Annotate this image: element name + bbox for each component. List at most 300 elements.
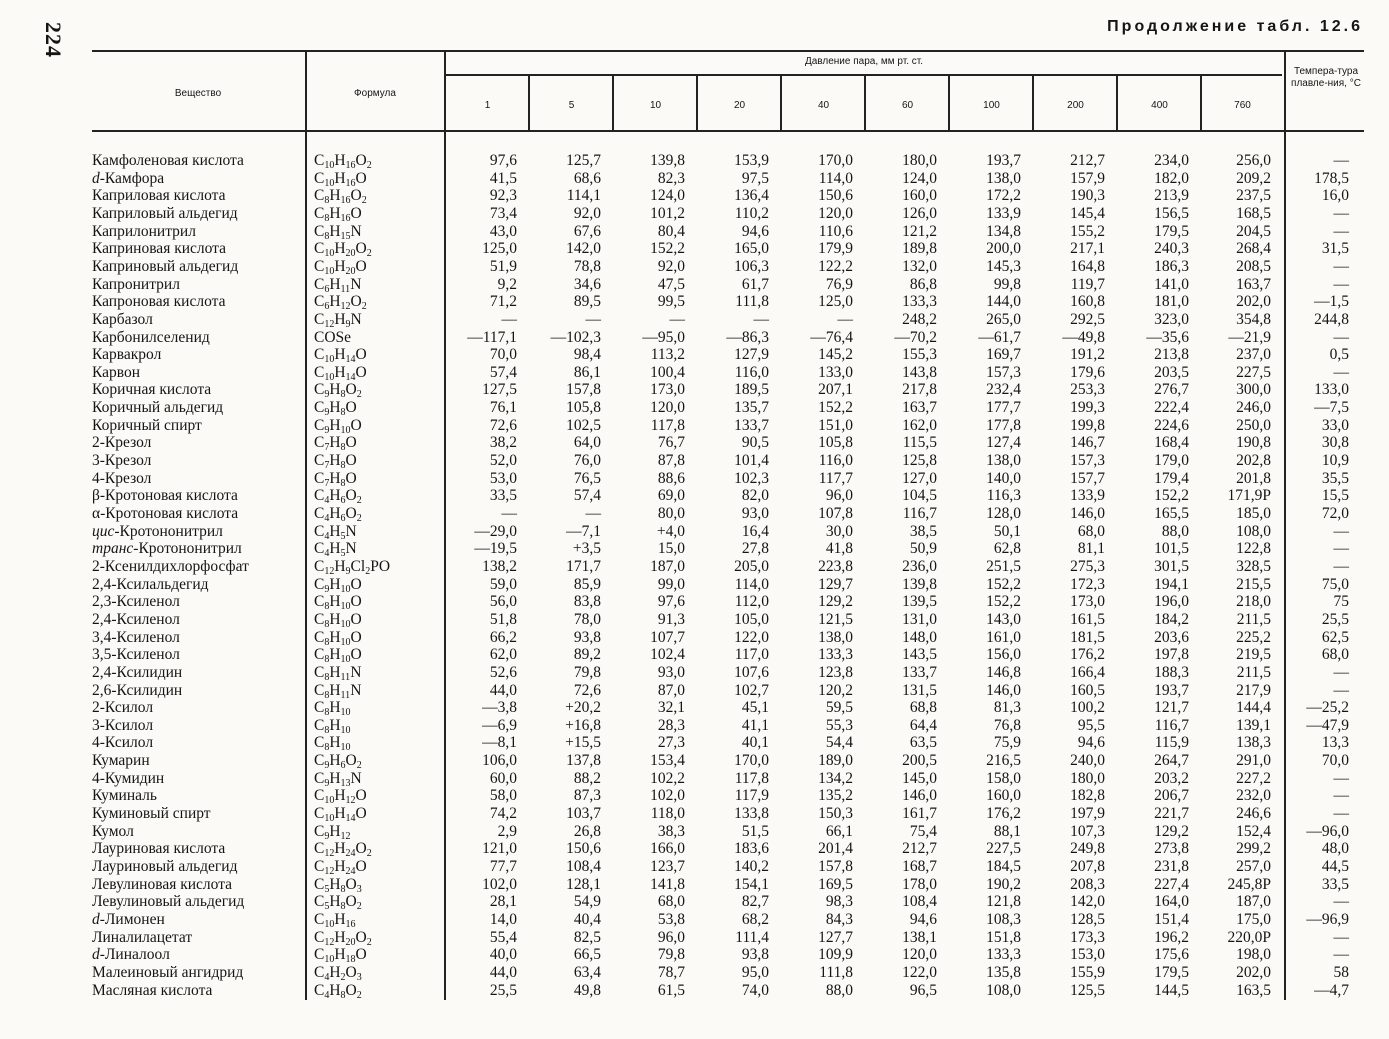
substance-name: Каприновая кислота [92,240,227,258]
pressure-value-cell: 190,8 [1236,434,1271,452]
pressure-value-cell: 59,5 [825,699,853,717]
pressure-value-cell: 102,5 [566,416,601,434]
melting-point-cell: 15,5 [1321,487,1349,505]
pressure-value-cell: 151,8 [986,928,1021,946]
pressure-value-cell: 75,4 [909,822,937,840]
pressure-value-cell: 179,4 [1154,469,1189,487]
pressure-value-cell: 168,4 [1154,434,1189,452]
table-row [0,911,1389,929]
substance-formula: COSe [314,328,352,346]
pressure-value-cell: 70,0 [489,346,517,364]
pressure-value-cell: 96,0 [825,487,853,505]
substance-formula: $C_4H_2O_3$ [314,963,362,983]
melting-point-cell: — [1333,275,1349,293]
pressure-value-cell: 156,5 [1154,204,1189,222]
substance-name: 2-Ксенилдихлорфосфат [92,557,249,575]
table-row [0,787,1389,805]
substance-formula: $C_8H_{10}O$ [314,646,362,666]
substance-name: транс-Кротононитрил [92,540,242,558]
melting-point-cell: 33,5 [1321,875,1349,893]
pressure-value-cell: 143,0 [986,610,1021,628]
pressure-value-cell: 221,7 [1154,805,1189,823]
pressure-value-cell: 67,6 [573,222,601,240]
table-row [0,558,1389,576]
pressure-value-cell: 199,8 [1070,416,1105,434]
pressure-value-cell: 100,2 [1070,699,1105,717]
pressure-value-cell: 127,9 [734,346,769,364]
pressure-value-cell: 148,0 [902,628,937,646]
pressure-value-cell: 120,0 [902,946,937,964]
melting-point-cell: — [1333,946,1349,964]
melting-point-cell: — [1333,152,1349,169]
pressure-value-cell: 163,7 [902,399,937,417]
substance-name: Куминовый спирт [92,805,211,823]
pressure-value-cell: 144,5 [1154,981,1189,999]
pressure-value-cell: 110,2 [734,204,769,222]
pressure-value-cell: 209,2 [1236,169,1271,187]
pressure-value-cell: 83,8 [573,593,601,611]
pressure-value-cell: 72,6 [573,681,601,699]
pressure-value-cell: 157,3 [1070,452,1105,470]
pressure-value-cell: 101,4 [734,452,769,470]
pressure-value-cell: 200,5 [902,752,937,770]
table-row [0,664,1389,682]
pressure-value-cell: 40,4 [573,910,601,928]
pressure-value-cell: 160,0 [986,787,1021,805]
pressure-value-cell: —76,4 [810,328,853,346]
pressure-value-cell: 79,8 [573,663,601,681]
pressure-value-cell: 115,5 [902,434,937,452]
pressure-value-cell: 88,0 [825,981,853,999]
pressure-value-cell: 157,3 [986,363,1021,381]
pressure-value-cell: 193,7 [986,152,1021,169]
pressure-value-cell: 125,7 [566,152,601,169]
substance-formula: $C_{10}H_{14}O$ [314,346,367,366]
substance-formula: $C_{10}H_{20}O_2$ [314,240,372,260]
pressure-value-cell: 55,3 [825,716,853,734]
pressure-value-cell: 251,5 [986,557,1021,575]
substance-name: Карвон [92,363,141,381]
pressure-value-cell: 92,3 [489,187,517,205]
pressure-value-cell: —7,1 [566,522,601,540]
pressure-value-cell: 2,9 [497,822,517,840]
pressure-value-cell: 152,4 [1236,822,1271,840]
pressure-value-cell: 101,2 [650,204,685,222]
pressure-value-cell: 106,3 [734,257,769,275]
table-row [0,876,1389,894]
pressure-value-cell: 129,2 [1154,822,1189,840]
substance-formula: $C_8H_{10}O$ [314,593,362,613]
pressure-value-cell: 185,0 [1236,505,1271,522]
pressure-value-cell: 151,0 [818,416,853,434]
substance-name: Каприновый альдегид [92,257,239,275]
pressure-value-cell: 217,1 [1070,240,1105,258]
pressure-value-cell: 143,8 [902,363,937,381]
pressure-value-cell: 155,3 [902,346,937,364]
pressure-value-cell: 68,8 [909,699,937,717]
pressure-value-cell: 113,2 [650,346,685,364]
pressure-value-cell: 120,0 [650,399,685,417]
pressure-value-cell: —3,8 [482,699,517,717]
pressure-value-cell: 49,8 [573,981,601,999]
continuation-title: Продолжение табл. 12.6 [1107,18,1363,35]
table-row [0,452,1389,470]
pressure-value-cell: 68,2 [741,910,769,928]
pressure-value-cell: 166,0 [650,840,685,858]
pressure-value-cell: 140,0 [986,469,1021,487]
pressure-value-cell: 97,6 [657,593,685,611]
table-row [0,946,1389,964]
pressure-value-cell: 164,8 [1070,257,1105,275]
substance-name: 4-Крезол [92,469,152,487]
pressure-value-cell: 179,0 [1154,452,1189,470]
substance-formula: $C_9H_8O$ [314,399,357,419]
melting-point-cell: 72,0 [1321,505,1349,522]
pressure-value-cell: 78,0 [573,610,601,628]
pressure-value-cell: 249,8 [1070,840,1105,858]
pressure-value-cell: 139,1 [1236,716,1271,734]
pressure-value-cell: 133,3 [902,293,937,311]
pressure-value-cell: 179,6 [1070,363,1105,381]
substance-formula: $C_{10}H_{20}O$ [314,257,367,277]
pressure-value-cell: 232,0 [1236,787,1271,805]
pressure-value-cell: 181,5 [1070,628,1105,646]
pressure-value-cell: 213,9 [1154,187,1189,205]
pressure-value-cell: 170,0 [818,152,853,169]
pressure-value-cell: —61,7 [978,328,1021,346]
pressure-value-cell: 188,3 [1154,663,1189,681]
substance-formula: $C_7H_8O$ [314,469,357,489]
pressure-value-cell: 161,0 [986,628,1021,646]
table-top-rule [92,50,1364,52]
pressure-value-cell: —70,2 [894,328,937,346]
pressure-value-cell: 90,5 [741,434,769,452]
pressure-value-cell: 89,5 [573,293,601,311]
pressure-value-cell: 163,5 [1236,981,1271,999]
melting-point-cell: —7,5 [1314,399,1349,417]
table-row [0,576,1389,594]
table-row [0,240,1389,258]
substance-name: цис-Кротононитрил [92,522,223,540]
pressure-value-cell: 173,0 [650,381,685,399]
substance-name: 2,4-Ксилальдегид [92,575,209,593]
pressure-value-cell: 44,0 [489,681,517,699]
pressure-value-cell: 184,2 [1154,610,1189,628]
pressure-value-cell: 205,0 [734,557,769,575]
substance-name: 3,4-Ксиленол [92,628,180,646]
melting-point-cell: — [1333,257,1349,275]
substance-formula: $C_9H_{10}O$ [314,416,362,436]
pressure-value-cell: 117,8 [650,416,685,434]
pressure-value-cell: 57,4 [489,363,517,381]
melting-point-cell: —4,7 [1314,981,1349,999]
substance-formula: $C_{12}H_{20}O_2$ [314,928,372,948]
pressure-value-cell: 111,4 [735,928,769,946]
melting-point-cell: — [1333,769,1349,787]
pressure-value-cell: 182,8 [1070,787,1105,805]
pressure-value-cell: 135,7 [734,399,769,417]
pressure-value-cell: — [585,310,601,328]
page-number: 224 [41,22,66,58]
pressure-value-cell: 107,8 [818,505,853,522]
pressure-value-cell: 144,0 [986,293,1021,311]
pressure-value-cell: 54,4 [825,734,853,752]
pressure-value-cell: 108,0 [986,981,1021,999]
table-row [0,540,1389,558]
header-pressure-20: 20 [733,100,746,111]
pressure-value-cell: 104,5 [902,487,937,505]
pressure-value-cell: 134,8 [986,222,1021,240]
pressure-value-cell: 203,5 [1154,363,1189,381]
pressure-value-cell: 198,0 [1236,946,1271,964]
pressure-value-cell: 76,5 [573,469,601,487]
pressure-value-cell: 63,5 [909,734,937,752]
melting-point-cell: — [1333,928,1349,946]
pressure-value-cell: 328,5 [1236,557,1271,575]
pressure-value-cell: 51,8 [489,610,517,628]
pressure-value-cell: —35,6 [1146,328,1189,346]
pressure-value-cell: 107,3 [1070,822,1105,840]
substance-name: Левулиновая кислота [92,875,233,893]
pressure-value-cell: 128,5 [1070,910,1105,928]
table-row [0,840,1389,858]
substance-name: Карбазол [92,310,153,328]
pressure-value-cell: 153,9 [734,152,769,169]
pressure-value-cell: 121,0 [482,840,517,858]
pressure-value-cell: 68,6 [573,169,601,187]
substance-name: 2,4-Ксилидин [92,663,183,681]
pressure-value-cell: 202,8 [1236,452,1271,470]
table-row [0,470,1389,488]
pressure-value-cell: 234,0 [1154,152,1189,169]
pressure-value-cell: 138,3 [1236,734,1271,752]
pressure-value-cell: 211,5 [1236,663,1271,681]
table-row [0,311,1389,329]
melting-point-cell: —96,0 [1306,822,1349,840]
pressure-value-cell: 157,8 [566,381,601,399]
pressure-value-cell: 120,0 [818,204,853,222]
pressure-value-cell: 28,1 [489,893,517,911]
pressure-value-cell: 87,0 [657,681,685,699]
pressure-value-cell: 206,7 [1154,787,1189,805]
pressure-value-cell: 99,0 [657,575,685,593]
pressure-value-cell: 15,0 [657,540,685,558]
substance-name: Куминаль [92,787,157,805]
pressure-value-cell: 25,5 [489,981,517,999]
pressure-value-cell: 212,7 [902,840,937,858]
pressure-value-cell: 145,4 [1070,204,1105,222]
pressure-value-cell: 240,3 [1154,240,1189,258]
pressure-value-cell: +16,8 [565,716,601,734]
pressure-value-cell: 81,1 [1077,540,1105,558]
pressure-value-cell: 110,6 [818,222,853,240]
substance-name: Капроновая кислота [92,293,226,311]
pressure-value-cell: 41,1 [741,716,769,734]
pressure-value-cell: 116,3 [986,487,1021,505]
pressure-value-cell: 66,2 [489,628,517,646]
pressure-value-cell: 176,2 [1070,646,1105,664]
pressure-value-cell: 76,7 [657,434,685,452]
melting-point-cell: 75,0 [1321,575,1349,593]
pressure-value-cell: 123,8 [818,663,853,681]
substance-name: Каприловый альдегид [92,204,238,222]
pressure-value-cell: 133,7 [902,663,937,681]
melting-point-cell: 10,9 [1321,452,1349,470]
header-formula: Формула [354,88,396,99]
pressure-value-cell: 220,0Р [1227,928,1271,946]
melting-point-cell: 0,5 [1329,346,1349,364]
pressure-value-cell: 183,6 [734,840,769,858]
pressure-value-cell: 142,0 [566,240,601,258]
melting-point-cell: 244,8 [1314,310,1349,328]
pressure-value-cell: 257,0 [1236,858,1271,875]
pressure-value-cell: 96,0 [657,928,685,946]
pressure-value-cell: 121,2 [902,222,937,240]
pressure-value-cell: 47,5 [657,275,685,293]
pressure-value-cell: 125,0 [482,240,517,258]
pressure-value-cell: 38,5 [909,522,937,540]
header-melting-point: Темпера-тура плавле-ния, °С [1291,66,1361,89]
pressure-value-cell: 246,6 [1236,805,1271,823]
substance-formula: $C_4H_5N$ [314,540,357,560]
header-pressure-10: 10 [649,100,662,111]
substance-name: Камфоленовая кислота [92,152,244,169]
table-row [0,629,1389,647]
pressure-value-cell: 100,4 [650,363,685,381]
pressure-value-cell: 97,5 [741,169,769,187]
pressure-value-cell: 246,0 [1236,399,1271,417]
pressure-value-cell: 96,5 [909,981,937,999]
pressure-value-cell: 75,9 [993,734,1021,752]
melting-point-cell: — [1333,893,1349,911]
pressure-value-cell: 125,0 [818,293,853,311]
substance-name: 3-Крезол [92,452,152,470]
header-pressure-group: Давление пара, мм рт. ст. [804,56,924,67]
table-row [0,293,1389,311]
pressure-value-cell: 88,0 [1161,522,1189,540]
pressure-value-cell: 76,1 [489,399,517,417]
substance-formula: $C_{10}H_{16}$ [314,910,356,930]
pressure-value-cell: 202,0 [1236,293,1271,311]
pressure-value-cell: 45,1 [741,699,769,717]
pressure-value-cell: — [501,310,517,328]
pressure-value-cell: 124,0 [650,187,685,205]
pressure-value-cell: 157,8 [818,858,853,875]
pressure-value-cell: 71,2 [489,293,517,311]
pressure-value-cell: 227,4 [1154,875,1189,893]
substance-formula: $C_9H_8O_2$ [314,381,362,401]
pressure-value-cell: 175,0 [1236,910,1271,928]
pressure-value-cell: 256,0 [1236,152,1271,169]
substance-formula: $C_8H_{10}$ [314,716,351,736]
table-row [0,417,1389,435]
pressure-value-cell: 127,7 [818,928,853,946]
pressure-value-cell: 81,3 [993,699,1021,717]
pressure-value-cell: 108,3 [986,910,1021,928]
pressure-value-cell: 88,6 [657,469,685,487]
substance-formula: $C_4H_6O_2$ [314,487,362,507]
substance-formula: $C_6H_{11}N$ [314,275,362,295]
pressure-value-cell: 93,0 [741,505,769,522]
pressure-value-cell: 84,3 [825,910,853,928]
substance-name: Коричная кислота [92,381,212,399]
table-row [0,770,1389,788]
pressure-value-cell: 139,8 [902,575,937,593]
pressure-value-cell: 143,5 [902,646,937,664]
pressure-value-cell: 122,2 [818,257,853,275]
pressure-value-cell: 119,7 [1070,275,1105,293]
pressure-value-cell: 213,8 [1154,346,1189,364]
substance-formula: $C_8H_{11}N$ [314,681,362,701]
substance-name: 2-Крезол [92,434,152,452]
pressure-value-cell: 225,2 [1236,628,1271,646]
pressure-value-cell: 69,0 [657,487,685,505]
substance-formula: $C_8H_{10}$ [314,699,351,719]
pressure-value-cell: 82,3 [657,169,685,187]
pressure-value-cell: 28,3 [657,716,685,734]
pressure-value-cell: 68,0 [657,893,685,911]
pressure-value-cell: 171,7 [566,557,601,575]
pressure-value-cell: 14,0 [489,910,517,928]
pressure-value-cell: 155,2 [1070,222,1105,240]
pressure-value-cell: 128,0 [986,505,1021,522]
substance-name: 2,4-Ксиленол [92,610,180,628]
melting-point-cell: 16,0 [1321,187,1349,205]
pressure-value-cell: 300,0 [1236,381,1271,399]
pressure-value-cell: +15,5 [565,734,601,752]
pressure-value-cell: 231,8 [1154,858,1189,875]
pressure-value-cell: 32,1 [657,699,685,717]
substance-formula: $C_4H_8O_2$ [314,981,362,1001]
pressure-value-cell: 138,0 [986,169,1021,187]
pressure-value-cell: 131,0 [902,610,937,628]
table-row [0,523,1389,541]
pressure-value-cell: 145,2 [818,346,853,364]
substance-formula: $C_9H_{12}$ [314,822,351,842]
pressure-value-cell: 217,8 [902,381,937,399]
substance-name: Кумол [92,822,134,840]
pressure-value-cell: 102,7 [734,681,769,699]
substance-formula: $C_{12}H_{24}O$ [314,858,367,877]
pressure-value-cell: 224,6 [1154,416,1189,434]
pressure-value-cell: 117,8 [734,769,769,787]
pressure-value-cell: 52,6 [489,663,517,681]
pressure-value-cell: 158,0 [986,769,1021,787]
pressure-value-cell: 240,0 [1070,752,1105,770]
pressure-value-cell: 99,8 [993,275,1021,293]
pressure-value-cell: +3,5 [572,540,601,558]
pressure-value-cell: 248,2 [902,310,937,328]
pressure-value-cell: 151,4 [1154,910,1189,928]
pressure-value-cell: 116,7 [1154,716,1189,734]
substance-name: 4-Кумидин [92,769,165,787]
pressure-value-cell: — [501,505,517,522]
melting-point-cell: — [1333,522,1349,540]
substance-formula: $C_{10}H_{12}O$ [314,787,367,807]
pressure-value-cell: 161,7 [902,805,937,823]
pressure-value-cell: 95,5 [1077,716,1105,734]
pressure-value-cell: 55,4 [489,928,517,946]
pressure-value-cell: 146,0 [1070,505,1105,522]
pressure-value-cell: 127,4 [986,434,1021,452]
substance-name: Капронитрил [92,275,180,293]
pressure-value-cell: 60,0 [489,769,517,787]
pressure-value-cell: 51,5 [741,822,769,840]
pressure-value-cell: 138,2 [482,557,517,575]
substance-formula: $C_{12}H_9N$ [314,310,362,330]
pressure-value-cell: 38,2 [489,434,517,452]
pressure-value-cell: 82,5 [573,928,601,946]
